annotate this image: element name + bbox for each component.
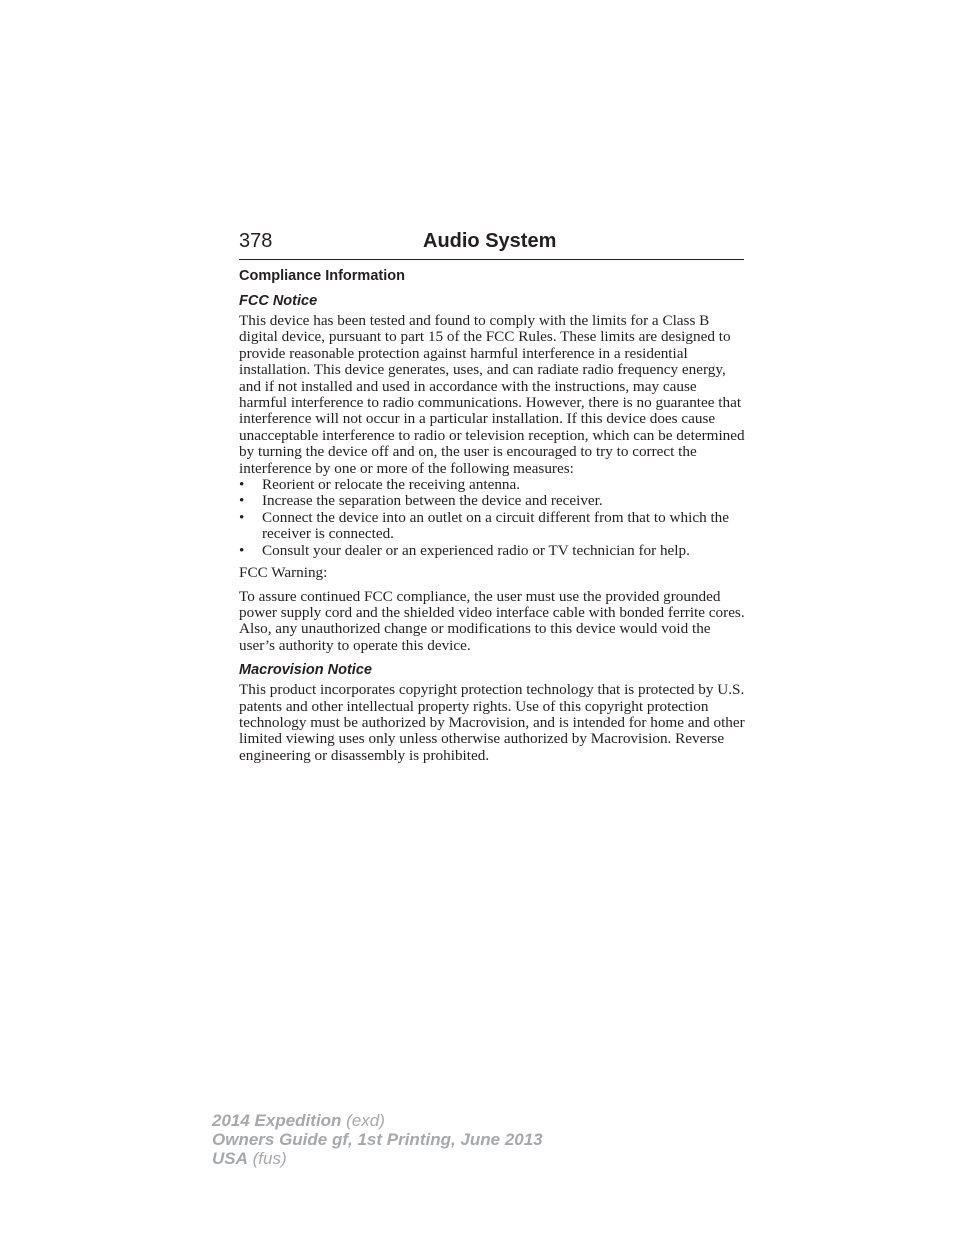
list-item <box>239 493 746 509</box>
macrovision-body: This product incorporates copyright protection technology that is protected by U.S. patents and other intellectual property rights. Use of this copyright protection technology must be authorized by Macrovision, and is intended for home and other limited viewing uses only unless otherwise authorized by Macrovision. Reverse engineering or disassembly is prohibited. <box>239 681 745 764</box>
footer-region-code: (fus) <box>247 1149 287 1168</box>
page-number: 378 <box>239 230 273 252</box>
footer-model-code: (exd) <box>341 1111 385 1130</box>
list-item-text: Reorient or relocate the receiving antenna. <box>262 476 521 494</box>
footer-model: 2014 Expedition <box>212 1111 342 1130</box>
page-content <box>239 266 746 770</box>
macrovision-title: Macrovision Notice <box>239 662 372 679</box>
fcc-notice-body: This device has been tested and found to comply with the limits for a Class B digital device, pursuant to part 15 of the FCC Rules. These limits are designed to provide reasonable protection against harmful interference in a residential installation. This device generates, uses, and can radiate radio frequency energy, and if not installed and used in accordance with the instructions, may cause harmful interference to radio communications. However, there is no guarantee that interference will not occur in a particular installation. If this device does cause unacceptable interference to radio or television reception, which can be determined by turning the device off and on, the user is encouraged to try to correct the interference by one or more of the following measures: <box>239 312 745 477</box>
bullet: • <box>239 508 245 526</box>
measures-list <box>239 477 746 559</box>
list-item-text: Increase the separation between the device and receiver. <box>262 492 603 510</box>
footer-line-model <box>212 1111 543 1130</box>
list-item <box>239 543 746 559</box>
fcc-warning-body: To assure continued FCC compliance, the user must use the provided grounded power supply cord and the shielded video interface cable with bonded ferrite cores. Also, any unauthorized change or modifications to this device would void the user’s authority to operate this device. <box>239 587 745 654</box>
bullet: • <box>239 476 245 494</box>
footer-line-region <box>212 1149 543 1168</box>
list-item <box>239 477 746 493</box>
list-item-text: Consult your dealer or an experienced radio or TV technician for help. <box>262 541 690 559</box>
footer-printing: Owners Guide gf, 1st Printing, June 2013 <box>212 1130 543 1149</box>
page-header <box>239 228 744 260</box>
section-title: Audio System <box>423 230 557 252</box>
fcc-notice-title: FCC Notice <box>239 293 318 309</box>
footer-region: USA <box>212 1149 248 1168</box>
compliance-heading: Compliance Information <box>239 268 405 284</box>
fcc-warning-label: FCC Warning: <box>239 564 328 582</box>
bullet: • <box>239 541 245 559</box>
page-footer <box>212 1111 543 1168</box>
list-item-text: Connect the device into an outlet on a circuit different from that to which the receiver is connected. <box>262 508 730 543</box>
bullet: • <box>239 492 245 510</box>
list-item <box>239 510 746 543</box>
